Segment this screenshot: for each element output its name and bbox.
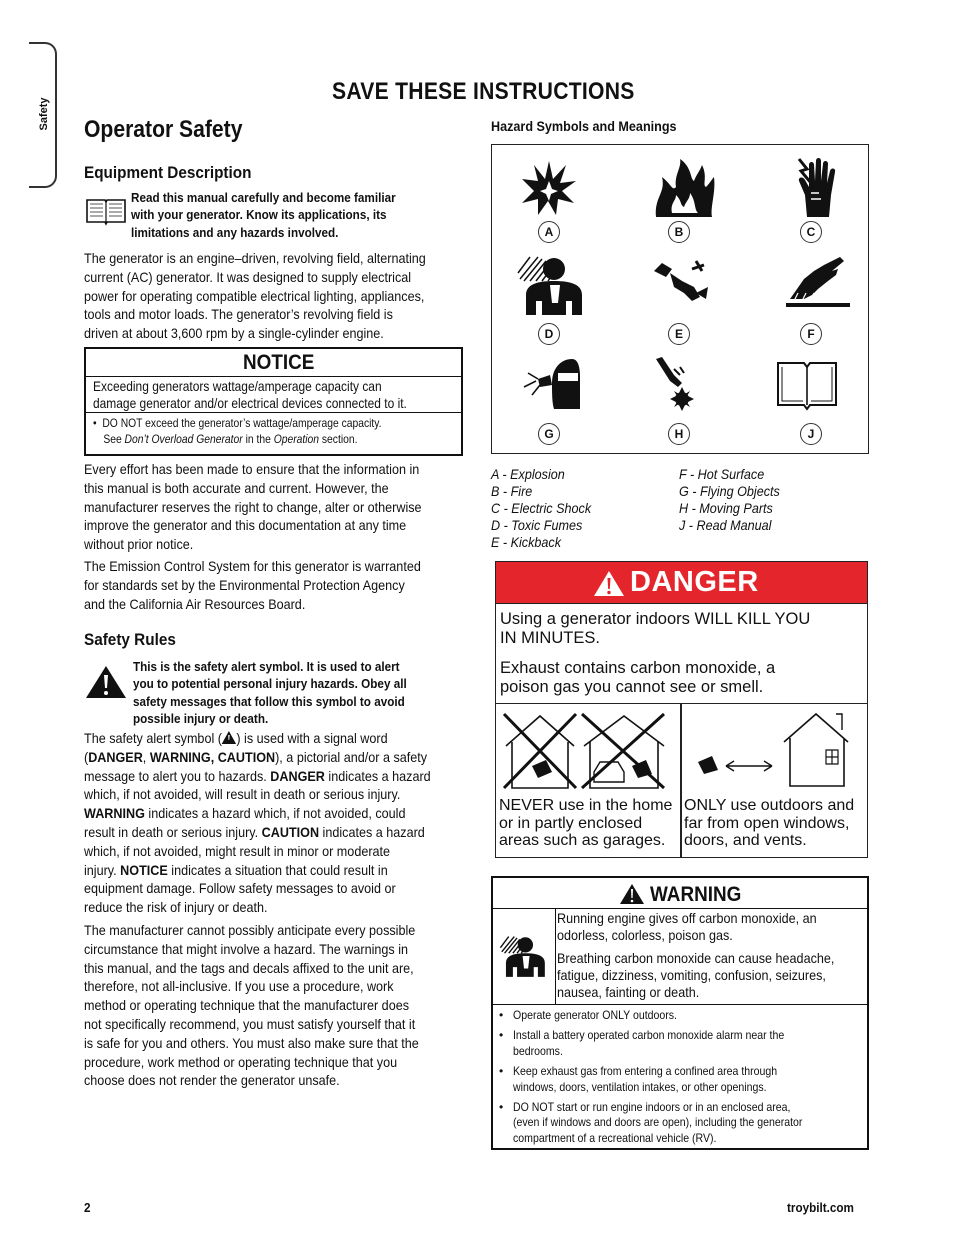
warning-panel — [491, 876, 869, 1150]
warning-text-1: Running engine gives off carbon monoxide, an odorless, colorless, poison gas. — [557, 910, 817, 943]
hazard-legend-right: F - Hot Surface G - Flying Objects H - Moving Parts J - Read Manual — [679, 466, 780, 533]
section-title: Operator Safety — [84, 116, 243, 143]
hazard-letter-j: J — [800, 423, 822, 445]
book-icon — [85, 196, 127, 226]
warning-description-row — [493, 909, 867, 1005]
read-manual-note: Read this manual carefully and become familiar with your generator. Know its applications, its limitations and any hazards involved. — [131, 190, 396, 240]
hot-surface-icon — [784, 255, 852, 309]
indoor-house-crossed-icon — [502, 712, 678, 790]
outdoor-generator-house-icon — [688, 710, 860, 790]
toxic-fumes-icon — [516, 253, 588, 317]
effort-paragraph: Every effort has been made to ensure that the information in this manual is both accurate and current. However, the manufacturer reserves the right to change, alter or otherwise improve the generator and this documentation at any time without prior notice. — [84, 461, 422, 553]
flying-objects-icon — [522, 357, 580, 409]
danger-never-caption: NEVER use in the home or in partly enclosed areas such as garages. — [499, 797, 673, 849]
hazard-letter-b: B — [668, 221, 690, 243]
page-number: 2 — [84, 1200, 91, 1215]
warning-label: WARNING — [650, 883, 742, 906]
warning-toxic-fumes-icon — [499, 933, 549, 979]
safety-rules-heading: Safety Rules — [84, 630, 176, 649]
hazard-letter-h: H — [668, 423, 690, 445]
warning-bullet: • Install a battery operated carbon monoxide alarm near the bedrooms. — [499, 1028, 869, 1059]
danger-label: DANGER — [630, 566, 759, 598]
warning-text-2: Breathing carbon monoxide can cause headache, fatigue, dizziness, vomiting, confusion, seizures, nausea, fainting or death. — [557, 950, 835, 1000]
inline-alert-icon — [222, 731, 236, 744]
safety-alert-note: This is the safety alert symbol. It is used to alert you to potential personal injury hazards. Obey all safety messages that follow this symbol to avoid possible injury or death. — [133, 659, 407, 727]
signal-word-paragraph: The safety alert symbol ( ) is used with a signal word (DANGER, WARNING, CAUTION), a pictorial and/or a safety message to alert you to hazards. DANGER indicates a hazard which, if not avoided, will result in death or serious injury. WARNING indicates a hazard which, if not avoided, could result in death or serious injury. CAUTION indicates a hazard which, if not avoided, might result in minor or moderate injury. NOTICE indicates a situation that could result in equipment damage. Follow safety messages to avoid or reduce the risk of injury or death. — [84, 730, 431, 916]
hazard-letter-f: F — [800, 323, 822, 345]
notice-body: Exceeding generators wattage/amperage capacity can damage generator and/or electrical devices connected to it. — [86, 377, 461, 413]
moving-parts-icon — [652, 355, 700, 415]
warning-alert-icon — [619, 883, 645, 905]
page-title: SAVE THESE INSTRUCTIONS — [332, 78, 635, 105]
warning-header — [493, 878, 867, 909]
hazard-letter-a: A — [538, 221, 560, 243]
danger-alert-icon — [593, 570, 625, 597]
danger-line-2: Exhaust contains carbon monoxide, a poison gas you cannot see or smell. — [500, 659, 776, 696]
safety-alert-icon — [84, 664, 128, 700]
danger-header — [496, 562, 867, 604]
read-manual-icon — [776, 357, 838, 411]
equipment-heading: Equipment Description — [84, 163, 252, 182]
equipment-description: The generator is an engine–driven, revolving field, alternating current (AC) generator. It was designed to supply electrical power for operating compatible electrical lighting, appliances, tools and motor loads. The generator’s revolving field is driven at about 3,600 rpm by a single-cylinder engine. — [84, 250, 426, 342]
emission-paragraph: The Emission Control System for this generator is warranted for standards set by the Environmental Protection Agency and the California Air Resources Board. — [84, 558, 421, 612]
warning-bullets — [499, 1008, 869, 1151]
danger-panel — [495, 561, 868, 858]
electric-shock-icon — [789, 155, 841, 219]
warning-bullet: • Keep exhaust gas from entering a confined area through windows, doors, ventilation intakes, or other openings. — [499, 1064, 869, 1095]
explosion-icon — [520, 159, 578, 217]
fire-icon — [652, 157, 716, 219]
notice-bullet: • DO NOT exceed the generator’s wattage/amperage capacity. See Don’t Overload Generator in the Operation section. — [93, 416, 382, 446]
danger-line-1: Using a generator indoors WILL KILL YOU IN MINUTES. — [500, 610, 811, 647]
danger-only-caption: ONLY use outdoors and far from open windows, doors, and vents. — [684, 797, 855, 849]
warning-bullet: • DO NOT start or run engine indoors or in an enclosed area, (even if windows and doors are open), including the generator compartment of a recreational vehicle (RV). — [499, 1100, 869, 1146]
hazard-heading: Hazard Symbols and Meanings — [491, 118, 677, 134]
notice-label: NOTICE — [243, 351, 315, 374]
hazard-letter-d: D — [538, 323, 560, 345]
hazard-letter-e: E — [668, 323, 690, 345]
hazard-letter-c: C — [800, 221, 822, 243]
hazard-letter-g: G — [538, 423, 560, 445]
warning-bullet: • Operate generator ONLY outdoors. — [499, 1008, 869, 1023]
kickback-icon — [652, 257, 712, 303]
side-tab-label: Safety — [38, 97, 50, 131]
hazard-symbols-grid — [491, 144, 869, 454]
notice-box — [84, 347, 463, 456]
danger-grid — [496, 703, 867, 857]
hazard-legend-left: A - Explosion B - Fire C - Electric Shock D - Toxic Fumes E - Kickback — [491, 466, 592, 550]
site-url[interactable]: troybilt.com — [787, 1200, 854, 1215]
manufacturer-paragraph: The manufacturer cannot possibly anticipate every possible circumstance that might involve a hazard. The warnings in this manual, and the tags and decals affixed to the unit are, therefore, not all-inclusive. If you use a procedure, work method or operating technique that the manufacturer does not specifically recommend, you must satisfy yourself that it is safe for you and others. You must also make sure that the procedure, work method or operating technique that you choose does not render the generator unsafe. — [84, 922, 419, 1089]
